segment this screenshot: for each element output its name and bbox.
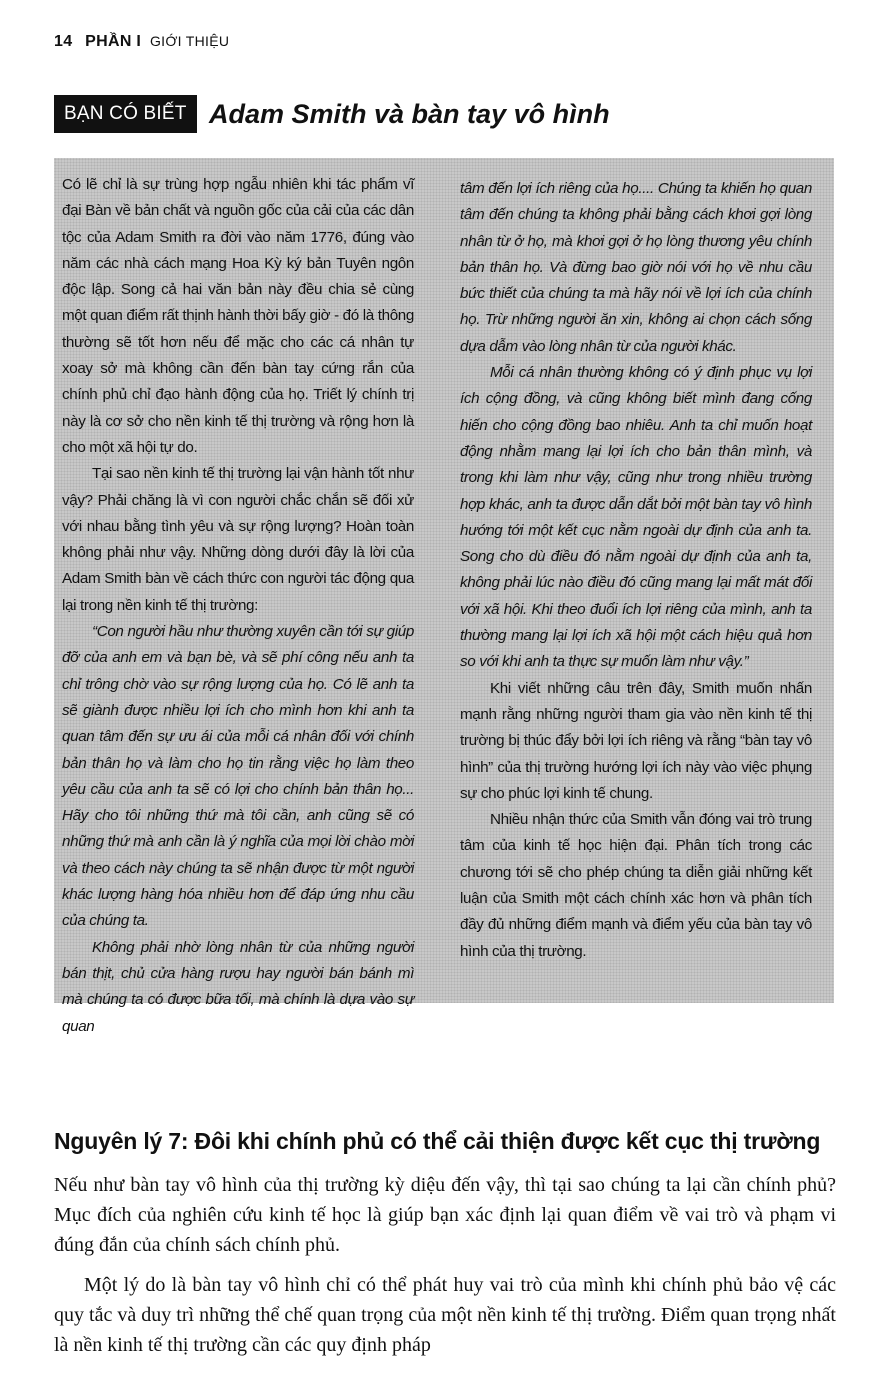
did-you-know-tag: BẠN CÓ BIẾT bbox=[54, 95, 197, 133]
part-label: PHẦN I bbox=[85, 33, 142, 50]
page-number: 14 bbox=[54, 33, 73, 50]
body-paragraph: Một lý do là bàn tay vô hình chỉ có thể phát huy vai trò của mình khi chính phủ bảo vệ các quy tắc và duy trì những thể chế quan trọng của một nền kinh tế thị trường. Điểm quan trọng nhất là nền kinh tế thị trường cần các quy định pháp bbox=[54, 1274, 836, 1356]
box-quote: Mỗi cá nhân thường không có ý định phục vụ lợi ích cộng đồng, và cũng không biết mình đang cống hiến cho cộng đồng bao nhiêu. Anh ta chỉ muốn hoạt động nhằm mang lại lợi ích cho bản thân mình, và trong khi làm như vậy, cũng như trong nhiều trường hợp khác, anh ta được dẫn dắt bởi một bàn tay vô hình hướng tới một kết cục nằm ngoài dự định của anh ta. Song cho dù điều đó nằm ngoài dự định của anh ta, không phải lúc nào điều đó cũng mang lại mất mát đối với xã hội. Khi theo đuổi ích lợi riêng của mình, anh ta thường mang lại lợi ích xã hội một cách hiệu quả hơn so với khi anh ta thực sự muốn làm như vậy.” bbox=[460, 364, 812, 671]
box-paragraph: Nhiều nhận thức của Smith vẫn đóng vai trò trung tâm của kinh tế học hiện đại. Phân tích trong các chương tới sẽ cho phép chúng ta diễn giải những kết luận của Smith một cách chính xác hơn và phân tích đầy đủ những điểm mạnh và điểm yếu của bàn tay vô hình của thị trường. bbox=[460, 811, 812, 960]
box-right-column bbox=[460, 176, 812, 965]
section-body bbox=[54, 1170, 836, 1360]
sidebar-box bbox=[54, 158, 834, 1035]
section-heading: Nguyên lý 7: Đôi khi chính phủ có thể cải thiện được kết cục thị trường bbox=[54, 1128, 821, 1154]
box-quote: tâm đến lợi ích riêng của họ.... Chúng ta khiến họ quan tâm đến chúng ta không phải bằng cách khơi gợi lòng nhân từ ở họ, mà khơi gợi ở họ lòng thương yêu chính bản thân họ. Và đừng bao giờ nói với họ về nhu cầu bức thiết của chúng ta mà hãy nói về lợi ích của chính họ. Trừ những người ăn xin, không ai chọn cách sống dựa dẫm vào lòng nhân từ của người khác. bbox=[460, 180, 812, 355]
box-paragraph: Khi viết những câu trên đây, Smith muốn nhấn mạnh rằng những người tham gia vào nền kinh tế thị trường bị thúc đẩy bởi lợi ích riêng và rằng “bàn tay vô hình” của thị trường hướng lợi ích này vào việc phụng sự cho phúc lợi kinh tế chung. bbox=[460, 679, 812, 802]
box-paragraph: Tại sao nền kinh tế thị trường lại vận hành tốt như vậy? Phải chăng là vì con người chắc chắn sẽ đối xử với nhau bằng tình yêu và sự rộng lượng? Hoàn toàn không phải như vậy. Những dòng dưới đây là lời của Adam Smith bàn về cách thức con người tác động qua lại trong nền kinh tế thị trường: bbox=[62, 465, 414, 614]
running-head bbox=[54, 33, 229, 51]
body-paragraph: Nếu như bàn tay vô hình của thị trường kỳ diệu đến vậy, thì tại sao chúng ta lại cần chính phủ? Mục đích của nghiên cứu kinh tế học là giúp bạn xác định lại quan điểm về vai trò và phạm vi đúng đắn của chính sách chính phủ. bbox=[54, 1174, 836, 1256]
section-label: GIỚI THIỆU bbox=[149, 33, 230, 49]
box-quote: Không phải nhờ lòng nhân từ của những người bán thịt, chủ cửa hàng rượu hay người bán bánh mì mà chúng ta có được bữa tối, mà chính là dựa vào sự quan bbox=[62, 938, 414, 1035]
box-title: Adam Smith và bàn tay vô hình bbox=[209, 99, 610, 129]
box-quote: “Con người hầu như thường xuyên cần tới sự giúp đỡ của anh em và bạn bè, và sẽ phí công nếu anh ta chỉ trông chờ vào sự rộng lượng của họ. Có lẽ anh ta sẽ giành được nhiều lợi ích cho mình hơn khi anh ta quan tâm đến sự ưu ái của mỗi cá nhân đối với chính bản thân họ và làm cho họ tin rằng việc họ làm theo yêu cầu của anh ta sẽ có lợi cho chính bản thân họ... Hãy cho tôi những thứ mà tôi cần, anh cũng sẽ có những thứ mà anh cần là ý nghĩa của mọi lời chào mời và theo cách này chúng ta sẽ nhận được từ một người khác lượng hàng hóa nhiều hơn để đáp ứng nhu cầu của chúng ta. bbox=[62, 623, 414, 930]
box-left-column bbox=[62, 172, 414, 1040]
box-paragraph: Có lẽ chỉ là sự trùng hợp ngẫu nhiên khi tác phẩm vĩ đại Bàn về bản chất và nguồn gốc của cải của các dân tộc của Adam Smith ra đời vào năm 1776, đúng vào năm các nhà cách mạng Hoa Kỳ ký bản Tuyên ngôn độc lập. Song cả hai văn bản này đều chia sẻ cùng một quan điểm rất thịnh hành thời bấy giờ - đó là thông thường sẽ tốt hơn nếu để mặc cho các cá nhân tự xoay sở mà không cần đến bàn tay cứng rắn của chính phủ chỉ đạo hành động của họ. Triết lý chính trị này là cơ sở cho nền kinh tế thị trường và rộng hơn là cho một xã hội tự do. bbox=[62, 176, 414, 456]
